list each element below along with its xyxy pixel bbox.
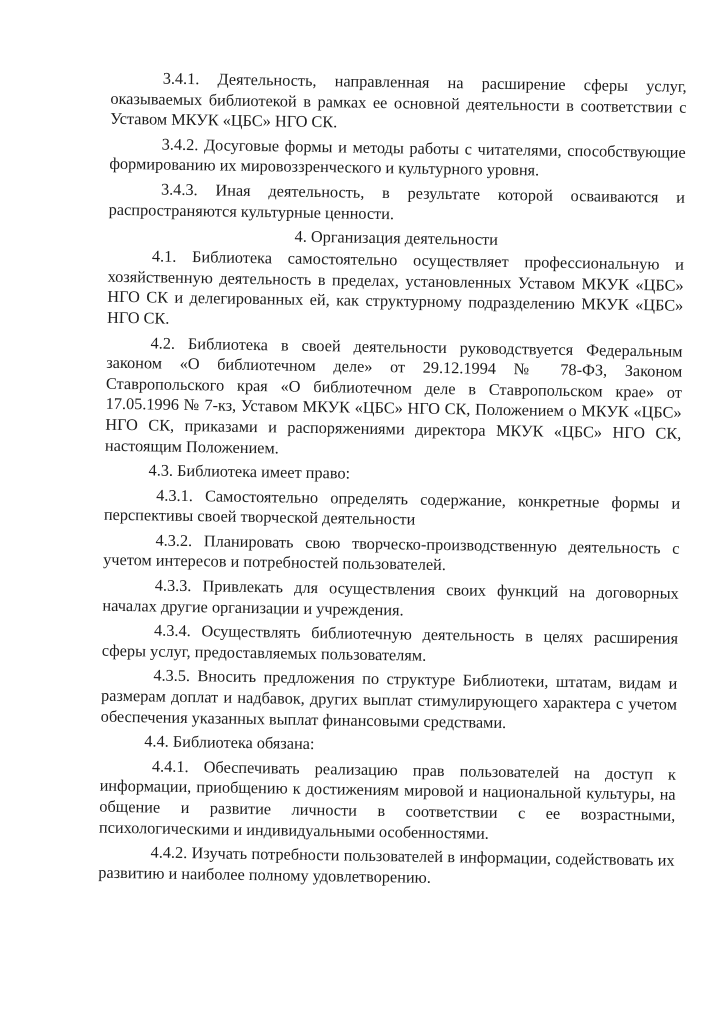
paragraph-4-3: 4.3. Библиотека имеет право:: [148, 460, 351, 483]
paragraph-3-4-1: 3.4.1. Деятельность, направленная на расширение сферы услуг, оказываемых библиотекой в рамках ее основной деятельности в соответствии с Уставом МКУК «ЦБС» НГО СК.: [110, 68, 687, 132]
paragraph-4-3-1: 4.3.1. Самостоятельно определять содержание, конкретные формы и перспективы своей творческой деятельности: [103, 485, 681, 529]
paragraph-4-3-5: 4.3.5. Вносить предложения по структуре Библиотеки, штатам, видам и размерам доплат и надбавок, других выплат стимулирующего характера с учетом обеспечения указанных выплат финансовыми средствами.: [100, 665, 678, 732]
paragraph-4-4-1: 4.4.1. Обеспечивать реализацию прав пользователей на доступ к информации, приобщению к достижениям мировой и национальной культуры, на общение и развитие личности в соответствии с ее возрастными, психологическими и индивидуальными особенностями.: [98, 756, 677, 843]
paragraph-4-4: 4.4. Библиотека обязана:: [144, 731, 315, 754]
paragraph-4-3-4: 4.3.4. Осуществлять библиотечную деятельность в целях расширения сферы услуг, предоставляемых пользователям.: [101, 620, 679, 665]
paragraph-3-4-2: 3.4.2. Досуговые формы и методы работы с читателями, способствующие формированию их мировоззренческого и культурного уровня.: [109, 134, 686, 180]
paragraph-4-2: 4.2. Библиотека в своей деятельности руководствуется Федеральным законом «О библиотечном деле» от 29.12.1994 № 78-ФЗ, Законом Ставропольского края «О библиотечном деле в Ставропольском крае» от 17.05.1996 № 7-кз, Уставом МКУК «ЦБС» НГО СК, Положением о МКУК «ЦБС» НГО СК, приказами и распоряжениями директора МКУК «ЦБС» НГО СК, настоящим Положением.: [104, 332, 683, 457]
paragraph-4-1: 4.1. Библиотека самостоятельно осуществляет профессиональную и хозяйственную деятельность в пределах, установленных Уставом МКУК «ЦБС» НГО СК и делегированных ей, как структурному подразделению МКУК «ЦБС» НГО СК.: [106, 246, 685, 328]
paragraph-4-4-2: 4.4.2. Изучать потребности пользователей в информации, содействовать их развитию и наиболее полному удовлетворению.: [98, 842, 675, 887]
section-heading-4: 4. Организация деятельности: [294, 226, 499, 250]
paragraph-3-4-3: 3.4.3. Иная деятельность, в результате которой осваиваются и распространяются культурные ценности.: [108, 179, 686, 223]
paragraph-4-3-3: 4.3.3. Привлекать для осуществления своих функций на договорных началах другие организации и учреждения.: [102, 575, 679, 620]
paragraph-4-3-2: 4.3.2. Планировать свою творческо-производственную деятельность с учетом интересов и потребностей пользователей.: [103, 530, 680, 575]
